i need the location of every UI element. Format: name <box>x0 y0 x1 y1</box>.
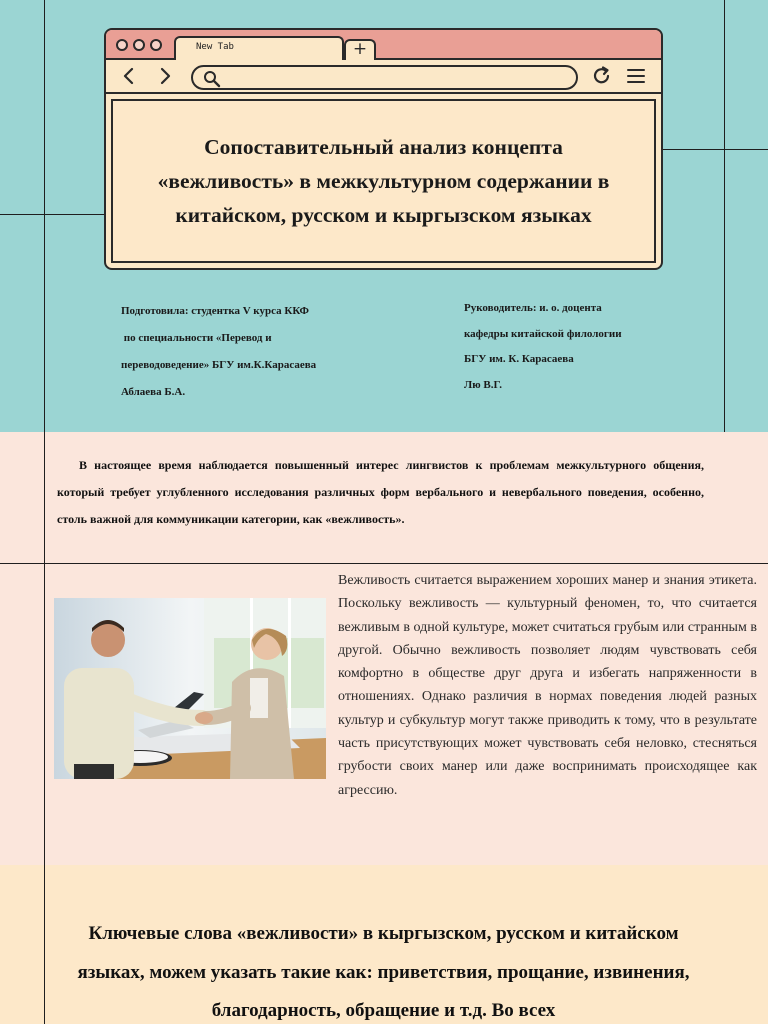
tab-title: New Tab <box>196 42 234 52</box>
supervisor-line: БГУ им. К. Карасаева <box>464 353 574 365</box>
search-icon <box>203 70 221 88</box>
plus-icon: + <box>352 39 368 59</box>
page-title: Сопоставительный анализ концепта «вежливость» в межкультурном содержании в китайском, русском и кыргызском языках <box>157 135 610 227</box>
right-divider-line <box>724 0 725 432</box>
body-paragraph: Вежливость считается выражением хороших манер и знания этикета. Поскольку вежливость — культурный феномен, то, что считается вежливым в одной культуре, может считаться грубым или странным в другой. Обычно вежливость позволяет людям чувствовать себя комфортно в обществе друг друга и избегать напряженности в отношениях. Однако различия в нормах поведения людей разных культур и субкультур могут также приводить к тому, что в результате часть присутствующих может чувствовать себя неловко, стесняться грубости своих манер или даже воспринимать происходящее как агрессию. <box>338 573 757 798</box>
supervisor-line: Руководитель: и. о. доцента <box>464 302 602 314</box>
browser-tab[interactable] <box>174 36 344 60</box>
supervisor-line: кафедры китайской филологии <box>464 327 622 340</box>
left-divider-line <box>44 0 45 1024</box>
reload-icon[interactable] <box>592 65 612 93</box>
window-maximize-dot[interactable] <box>150 39 162 51</box>
keywords-paragraph: Ключевые слова «вежливости» в кыргызском, русском и китайском языках, можем указать такие как: приветствия, прощание, извинения, благодарность, обращение и т.д. Во всех <box>77 923 690 1021</box>
window-close-dot[interactable] <box>116 39 128 51</box>
supervisor-block <box>464 296 694 398</box>
browser-window <box>104 28 663 270</box>
nav-bar <box>106 60 661 94</box>
address-bar[interactable] <box>191 65 578 90</box>
forward-arrow-icon[interactable] <box>158 65 172 93</box>
handshake-photo <box>54 598 326 779</box>
author-line: Подготовила: студентка V курса ККФ <box>121 305 309 317</box>
new-tab-button[interactable] <box>344 39 376 60</box>
author-name: Аблаева Б.А. <box>121 386 186 398</box>
left-horizontal-line <box>0 214 104 215</box>
right-horizontal-line <box>663 149 768 150</box>
supervisor-name: Лю В.Г. <box>464 378 502 391</box>
window-minimize-dot[interactable] <box>133 39 145 51</box>
author-block <box>121 298 381 406</box>
intro-paragraph: В настоящее время наблюдается повышенный интерес лингвистов к проблемам межкультурного общения, который требует углубленного исследования различных форм вербального и невербального поведения, особенно, столь важной для коммуникации категории, как «вежливость». <box>57 458 704 526</box>
menu-icon[interactable] <box>626 65 646 93</box>
author-line: переводоведение» БГУ им.К.Карасаева <box>121 359 317 371</box>
browser-content <box>111 99 656 263</box>
mid-horizontal-line <box>0 563 768 564</box>
back-arrow-icon[interactable] <box>122 65 136 93</box>
title-bar <box>106 30 661 60</box>
author-line: по специальности «Перевод и <box>121 332 272 344</box>
